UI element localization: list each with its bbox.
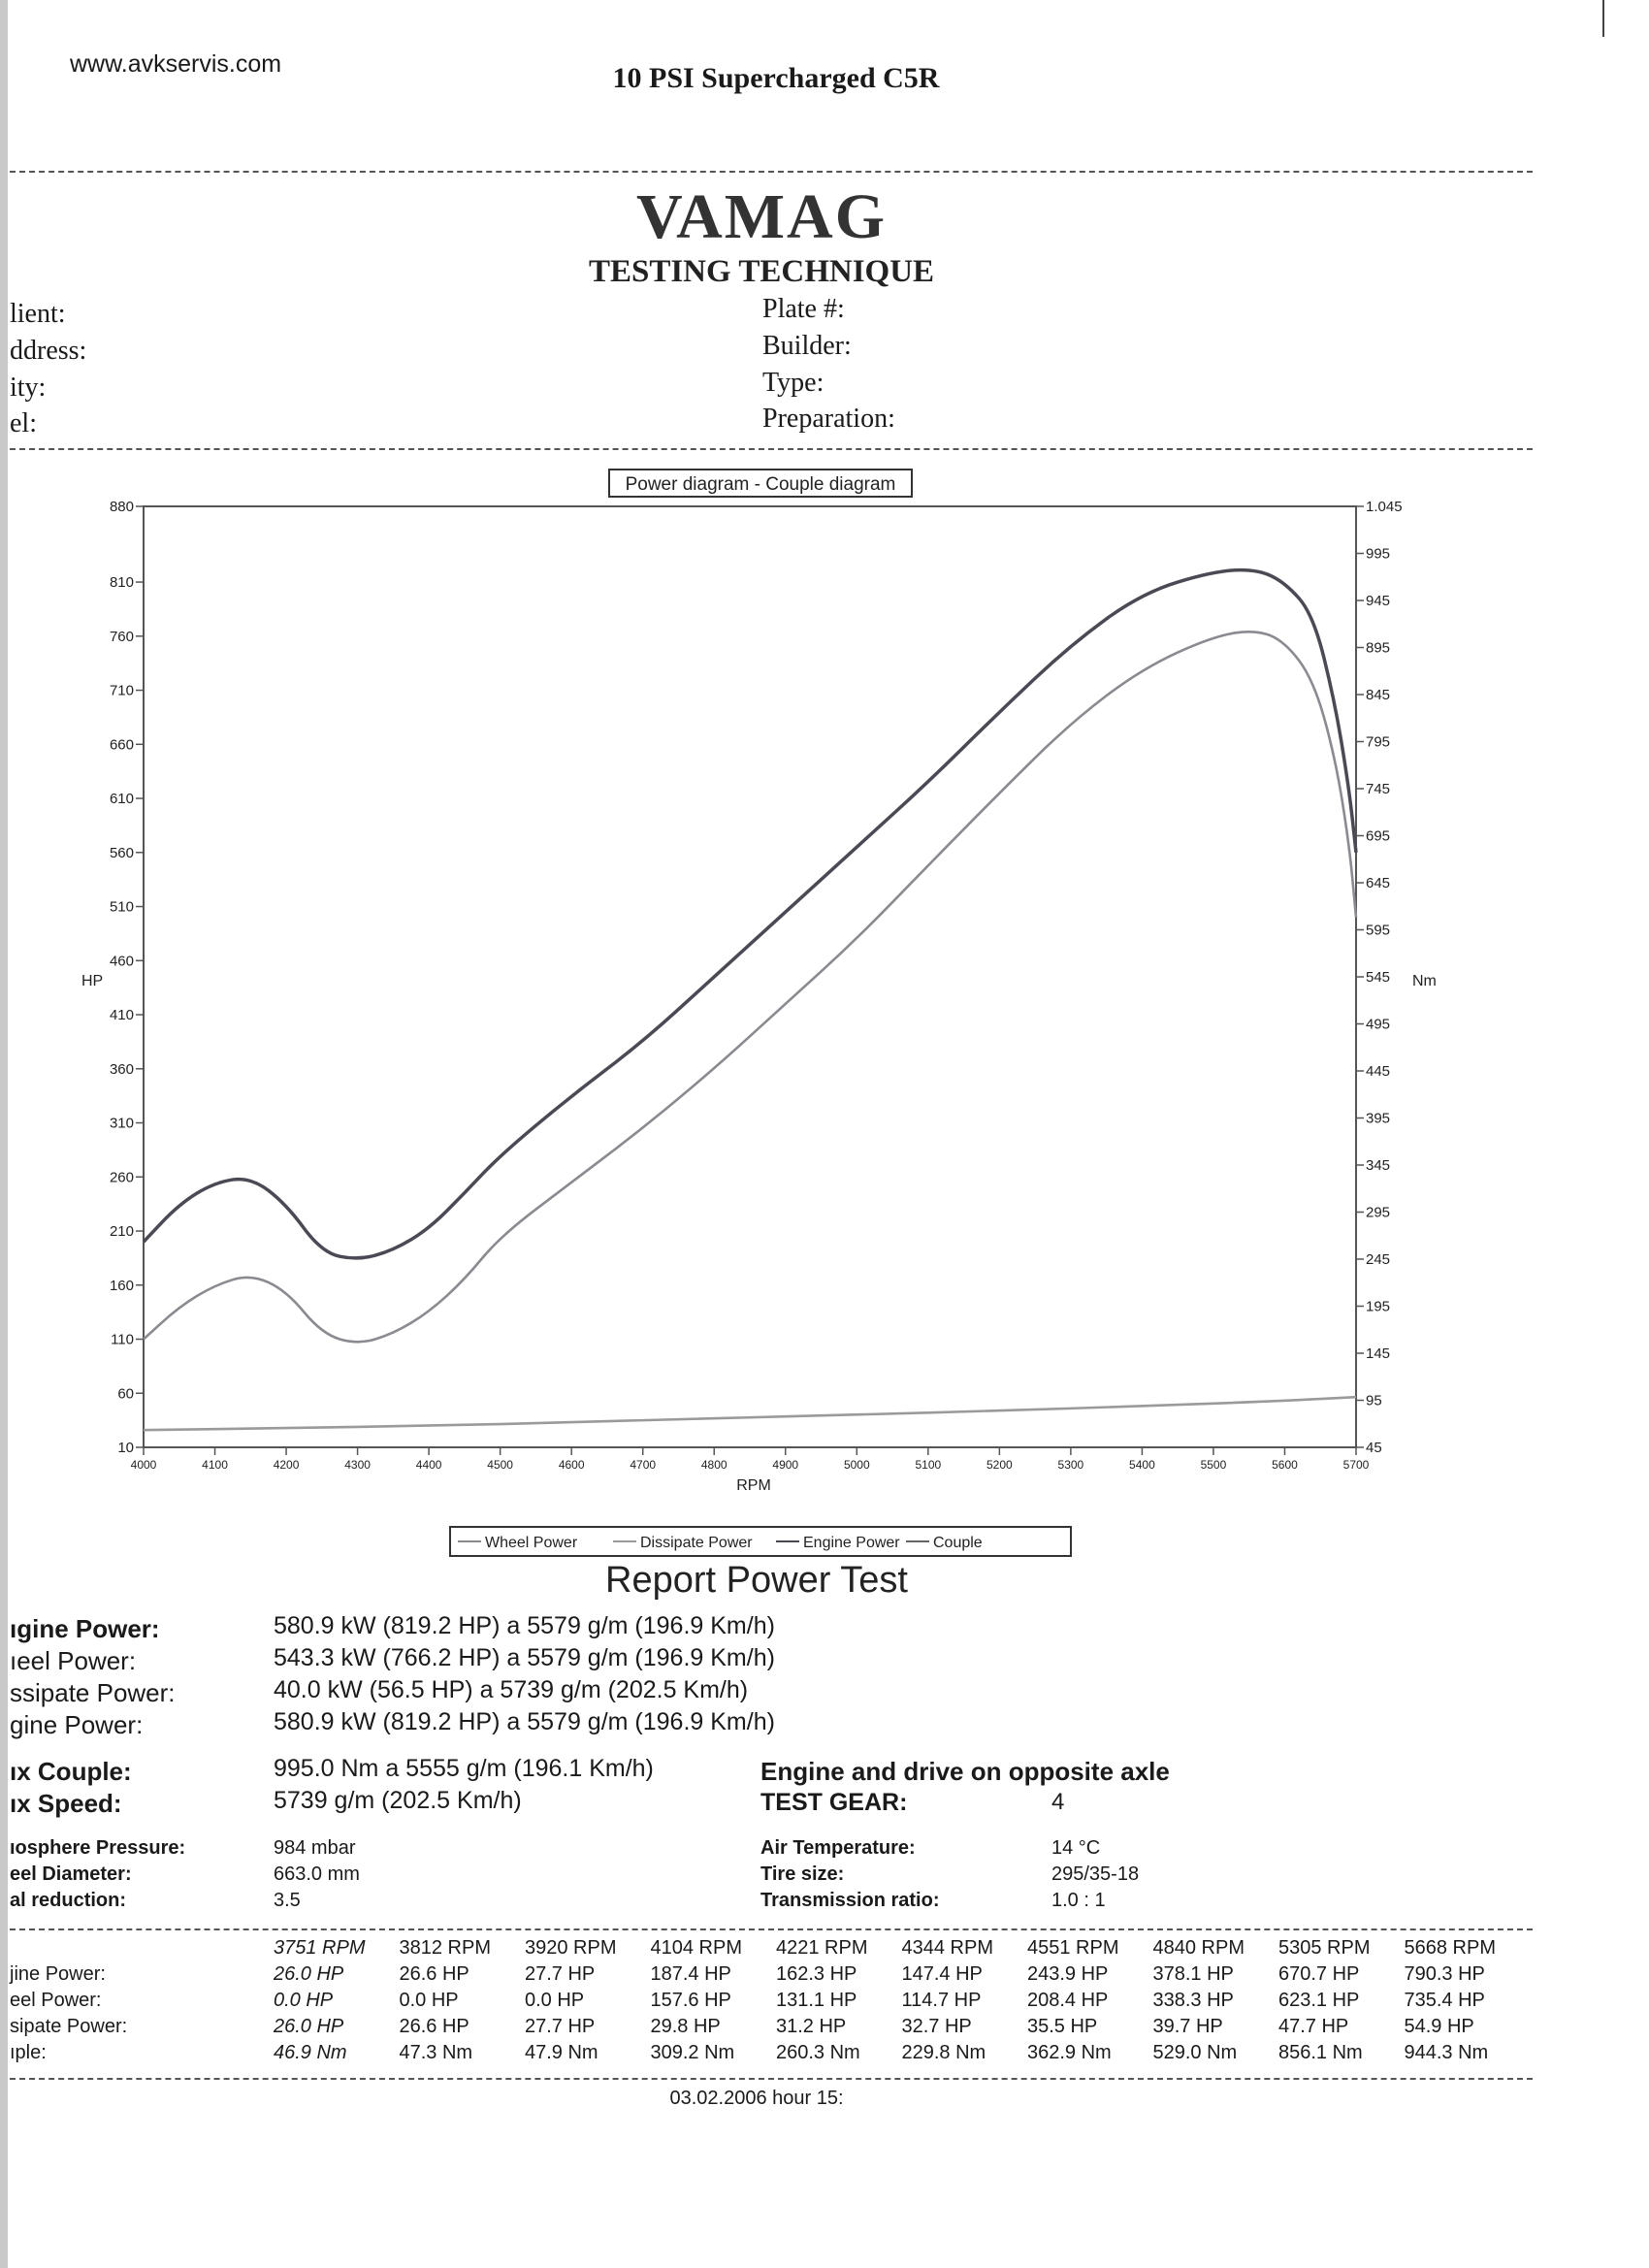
series-dissipate-power-line (144, 1397, 1356, 1430)
table-rpm-header: 3920 RPM (525, 1937, 617, 1959)
x-tick-label: 5100 (915, 1458, 942, 1472)
table-cell: 623.1 HP (1278, 1990, 1360, 2011)
condition-value: 14 °C (1051, 1837, 1101, 1859)
y-tick-label-left: 880 (109, 499, 134, 515)
table-rpm-header: 5668 RPM (1404, 1937, 1496, 1959)
table-cell: 362.9 Nm (1027, 2042, 1112, 2063)
plate-field: Plate #: (762, 294, 845, 324)
y-tick-label-right: 695 (1366, 827, 1391, 845)
table-cell: 147.4 HP (901, 1963, 983, 1985)
brand-logo: VAMAG (635, 181, 888, 252)
divider (10, 1928, 1533, 1930)
x-tick-label: 4300 (344, 1458, 371, 1472)
series-wheel-power-line (144, 632, 1356, 1342)
table-cell: 31.2 HP (776, 2016, 847, 2037)
report-value: 580.9 kW (819.2 HP) a 5579 g/m (196.9 Km/h) (274, 1612, 775, 1639)
table-cell: 46.9 Nm (274, 2042, 347, 2063)
y-tick-label-right: 145 (1366, 1345, 1391, 1362)
y-tick-label-left: 610 (109, 791, 134, 808)
city-field: ity: (10, 373, 47, 403)
table-rpm-header: 3812 RPM (399, 1937, 491, 1959)
table-cell: 529.0 Nm (1152, 2042, 1238, 2063)
x-tick-label: 5500 (1200, 1458, 1227, 1472)
x-tick-label: 5700 (1342, 1458, 1370, 1472)
x-tick-label: 4600 (558, 1458, 585, 1472)
report-label: ıeel Power: (10, 1646, 137, 1675)
condition-label: eel Diameter: (10, 1863, 132, 1885)
table-cell: 790.3 HP (1404, 1963, 1485, 1985)
report-date: 03.02.2006 hour 15: (669, 2088, 844, 2109)
series-engine-power-line (144, 570, 1356, 1258)
table-cell: 0.0 HP (274, 1990, 334, 2011)
table-cell: 47.7 HP (1278, 2016, 1349, 2037)
y-tick-label-right: 245 (1366, 1251, 1391, 1268)
y-tick-label-left: 160 (109, 1277, 134, 1294)
condition-value: 295/35-18 (1051, 1863, 1140, 1885)
x-tick-label: 5200 (986, 1458, 1013, 1472)
table-cell: 0.0 HP (399, 1990, 459, 2011)
report-value: 40.0 kW (56.5 HP) a 5739 g/m (202.5 Km/h) (274, 1676, 749, 1703)
table-cell: 114.7 HP (901, 1990, 982, 2011)
y-tick-label-right: 445 (1366, 1063, 1391, 1080)
condition-label: Transmission ratio: (760, 1890, 940, 1911)
table-cell: 260.3 Nm (776, 2042, 860, 2063)
condition-value: 3.5 (274, 1890, 301, 1911)
table-cell: 856.1 Nm (1278, 2042, 1363, 2063)
y-tick-label-left: 310 (109, 1115, 134, 1132)
y-tick-label-right: 895 (1366, 639, 1391, 657)
x-tick-label: 5400 (1129, 1458, 1155, 1472)
website-url: www.avkservis.com (70, 50, 282, 78)
y-tick-label-right: 345 (1366, 1157, 1391, 1174)
address-field: ddress: (10, 336, 87, 366)
table-rpm-header: 4344 RPM (901, 1937, 993, 1959)
y-tick-label-right: 95 (1366, 1392, 1382, 1409)
y-tick-label-left: 110 (111, 1331, 134, 1348)
table-cell: 338.3 HP (1152, 1990, 1234, 2011)
legend-label: Wheel Power (485, 1535, 578, 1551)
max-couple-label: ıx Couple: (10, 1757, 132, 1786)
report-label: ssipate Power: (10, 1678, 176, 1707)
table-rpm-header: 5305 RPM (1278, 1937, 1371, 1959)
table-rpm-header: 3751 RPM (274, 1937, 366, 1959)
report-value: 580.9 kW (819.2 HP) a 5579 g/m (196.9 Km/h) (274, 1708, 775, 1735)
condition-label: ıosphere Pressure: (10, 1837, 186, 1859)
table-cell: 35.5 HP (1027, 2016, 1098, 2037)
y-tick-label-left: 460 (109, 953, 134, 970)
legend-label: Engine Power (803, 1535, 900, 1551)
table-rpm-header: 4840 RPM (1152, 1937, 1245, 1959)
plot-frame (144, 506, 1356, 1447)
table-cell: 229.8 Nm (901, 2042, 986, 2063)
y-tick-label-right: 645 (1366, 875, 1391, 891)
y-tick-label-right: 995 (1366, 545, 1391, 563)
scan-mark (1602, 0, 1604, 37)
max-speed-label: ıx Speed: (10, 1789, 122, 1818)
x-tick-label: 4700 (630, 1458, 657, 1472)
x-tick-label: 4900 (772, 1458, 799, 1472)
report-title: Report Power Test (605, 1560, 908, 1601)
table-cell: 0.0 HP (525, 1990, 585, 2011)
brand-subtitle: TESTING TECHNIQUE (588, 254, 935, 289)
table-rpm-header: 4221 RPM (776, 1937, 868, 1959)
tel-field: el: (10, 408, 37, 438)
test-gear-label: TEST GEAR: (760, 1789, 908, 1816)
x-tick-label: 4200 (273, 1458, 300, 1472)
table-rpm-header: 4104 RPM (650, 1937, 742, 1959)
table-cell: 243.9 HP (1027, 1963, 1109, 1985)
divider (10, 448, 1533, 450)
divider (10, 171, 1533, 173)
table-cell: 47.3 Nm (399, 2042, 473, 2063)
condition-value: 984 mbar (274, 1837, 356, 1859)
y-tick-label-right: 495 (1366, 1016, 1391, 1033)
table-row-label: eel Power: (10, 1990, 102, 2011)
legend-label: Dissipate Power (640, 1535, 753, 1551)
y-tick-label-left: 510 (109, 898, 134, 916)
table-row-label: ıple: (10, 2042, 47, 2063)
max-speed-value: 5739 g/m (202.5 Km/h) (274, 1787, 522, 1814)
y-tick-label-right: 45 (1366, 1440, 1382, 1456)
x-tick-label: 4500 (487, 1458, 513, 1472)
report-value: 543.3 kW (766.2 HP) a 5579 g/m (196.9 Km/h) (274, 1644, 775, 1671)
report-label: ıgine Power: (10, 1614, 160, 1643)
condition-label: Air Temperature: (760, 1837, 916, 1859)
test-gear-value: 4 (1051, 1789, 1065, 1815)
table-rpm-header: 4551 RPM (1027, 1937, 1119, 1959)
table-cell: 735.4 HP (1404, 1990, 1485, 2011)
table-cell: 309.2 Nm (650, 2042, 735, 2063)
x-tick-label: 5000 (843, 1458, 870, 1472)
builder-field: Builder: (762, 331, 852, 361)
y-axis-label-right: Nm (1412, 973, 1437, 989)
client-field: lient: (10, 299, 66, 329)
max-couple-value: 995.0 Nm a 5555 g/m (196.1 Km/h) (274, 1755, 654, 1782)
x-tick-label: 4100 (202, 1458, 228, 1472)
table-cell: 27.7 HP (525, 1963, 596, 1985)
condition-value: 1.0 : 1 (1051, 1890, 1106, 1911)
x-tick-label: 5600 (1272, 1458, 1298, 1472)
x-tick-label: 5300 (1057, 1458, 1084, 1472)
table-row-label: sipate Power: (10, 2016, 128, 2037)
table-cell: 29.8 HP (650, 2016, 721, 2037)
power-couple-chart (0, 456, 1552, 1562)
y-tick-label-right: 745 (1366, 781, 1391, 797)
y-tick-label-left: 260 (109, 1169, 134, 1186)
y-tick-label-right: 1.045 (1366, 499, 1403, 515)
table-cell: 670.7 HP (1278, 1963, 1360, 1985)
y-tick-label-right: 795 (1366, 733, 1391, 751)
y-tick-label-right: 195 (1366, 1298, 1391, 1315)
table-cell: 378.1 HP (1152, 1963, 1234, 1985)
report-label: gine Power: (10, 1710, 144, 1739)
document-title: 10 PSI Supercharged C5R (612, 62, 940, 94)
y-tick-label-right: 595 (1366, 922, 1391, 939)
y-tick-label-left: 60 (117, 1385, 134, 1403)
x-axis-label: RPM (736, 1477, 771, 1494)
chart-title: Power diagram - Couple diagram (625, 474, 896, 495)
table-cell: 32.7 HP (901, 2016, 972, 2037)
y-axis-label-left: HP (81, 973, 104, 989)
y-tick-label-right: 845 (1366, 687, 1391, 703)
y-tick-label-left: 660 (109, 736, 134, 754)
table-cell: 39.7 HP (1152, 2016, 1223, 2037)
table-row-label: jine Power: (10, 1963, 106, 1985)
condition-value: 663.0 mm (274, 1863, 360, 1885)
x-tick-label: 4000 (130, 1458, 157, 1472)
table-cell: 54.9 HP (1404, 2016, 1474, 2037)
type-field: Type: (762, 368, 824, 398)
table-cell: 26.6 HP (399, 2016, 469, 2037)
y-tick-label-right: 295 (1366, 1204, 1391, 1221)
x-tick-label: 4800 (700, 1458, 728, 1472)
y-tick-label-right: 945 (1366, 593, 1391, 609)
y-tick-label-left: 710 (109, 682, 134, 699)
condition-label: al reduction: (10, 1890, 127, 1911)
y-tick-label-left: 810 (109, 574, 134, 592)
y-tick-label-left: 760 (109, 628, 134, 645)
condition-label: Tire size: (760, 1863, 845, 1885)
table-cell: 26.6 HP (399, 1963, 469, 1985)
x-tick-label: 4400 (415, 1458, 442, 1472)
table-cell: 26.0 HP (274, 2016, 344, 2037)
axle-note: Engine and drive on opposite axle (760, 1757, 1170, 1786)
y-tick-label-left: 560 (109, 844, 134, 861)
table-cell: 26.0 HP (274, 1963, 344, 1985)
y-tick-label-left: 360 (109, 1060, 134, 1078)
table-cell: 187.4 HP (650, 1963, 731, 1985)
table-cell: 27.7 HP (525, 2016, 596, 2037)
table-cell: 157.6 HP (650, 1990, 731, 2011)
legend-label: Couple (933, 1535, 983, 1551)
preparation-field: Preparation: (762, 404, 895, 434)
table-cell: 162.3 HP (776, 1963, 857, 1985)
table-cell: 131.1 HP (776, 1990, 857, 2011)
y-tick-label-right: 395 (1366, 1110, 1391, 1127)
divider (10, 2078, 1533, 2080)
y-tick-label-left: 410 (109, 1007, 134, 1024)
y-tick-label-left: 210 (109, 1223, 134, 1241)
y-tick-label-right: 545 (1366, 969, 1391, 986)
table-cell: 944.3 Nm (1404, 2042, 1489, 2063)
table-cell: 47.9 Nm (525, 2042, 598, 2063)
table-cell: 208.4 HP (1027, 1990, 1109, 2011)
y-tick-label-left: 10 (117, 1440, 134, 1456)
